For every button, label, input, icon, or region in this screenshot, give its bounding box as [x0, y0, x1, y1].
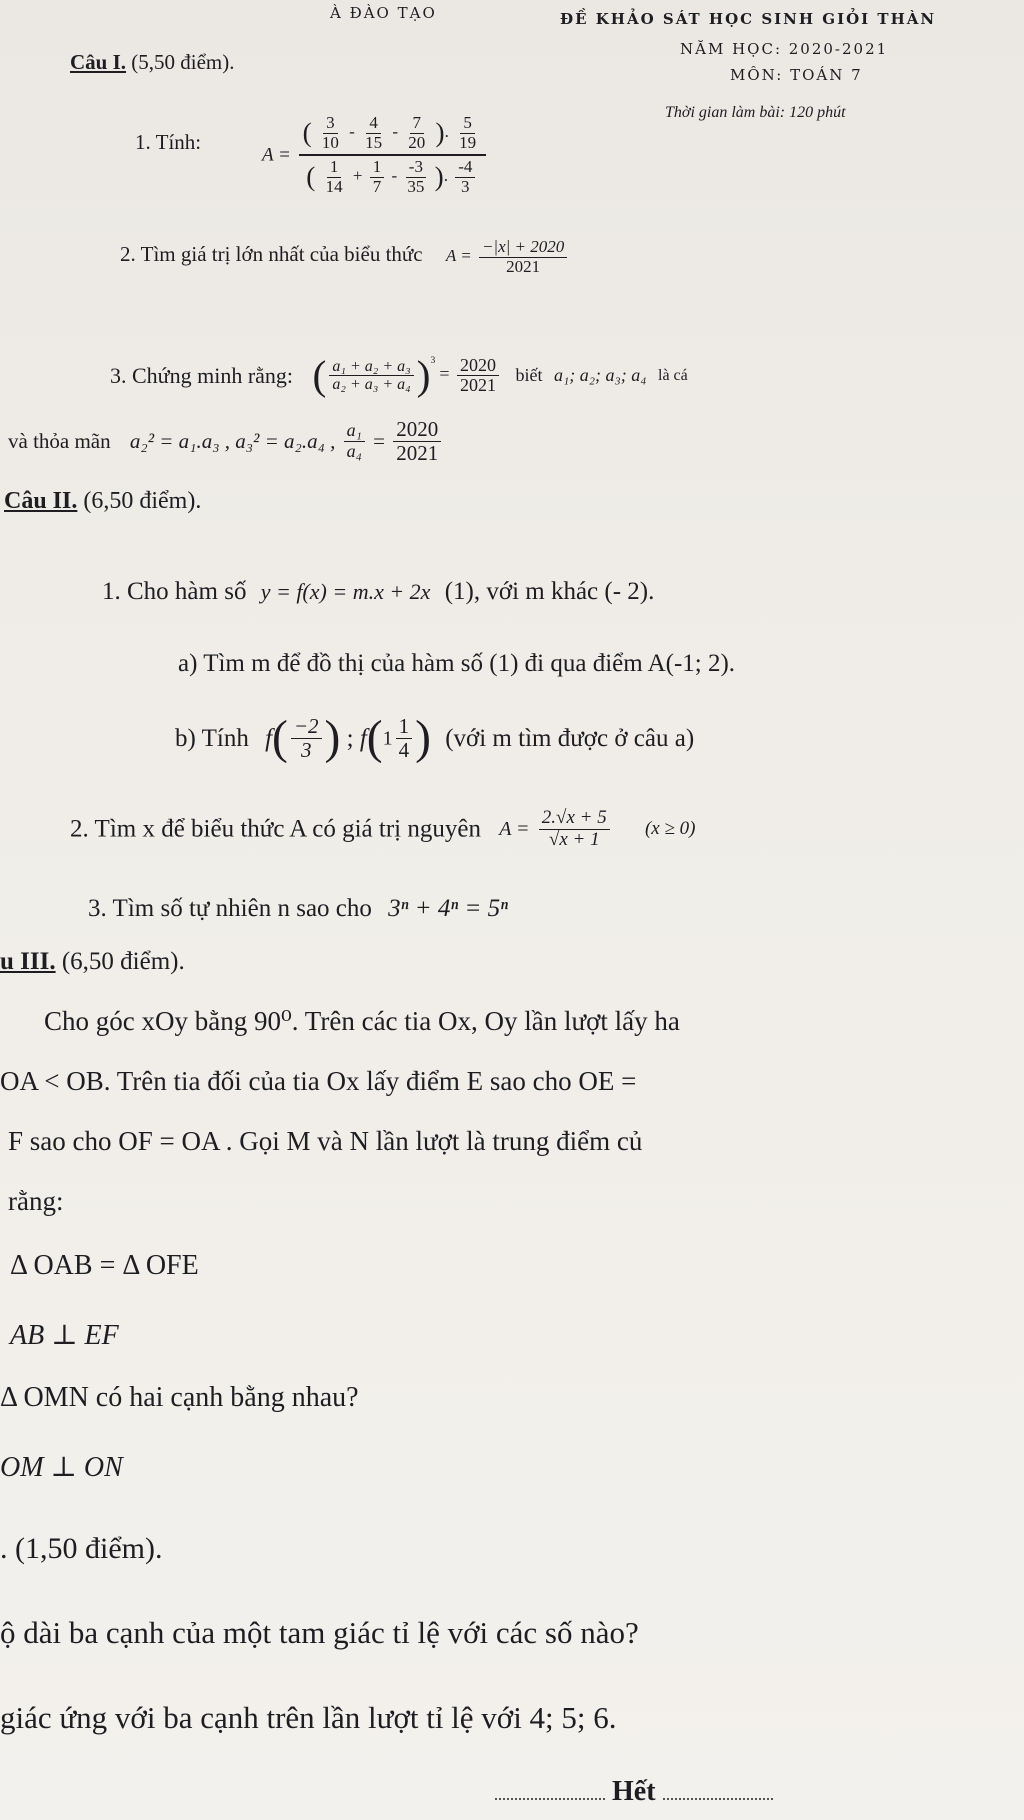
header-title: ĐỀ KHẢO SÁT HỌC SINH GIỎI THÀN	[560, 10, 937, 28]
header-time: Thời gian làm bài: 120 phút	[665, 104, 846, 121]
cau4-line2: giác ứng với ba cạnh trên lần lượt tỉ lệ với 4; 5; 6.	[0, 1700, 617, 1735]
q1-n3-den: 20	[408, 132, 426, 152]
header-year: NĂM HỌC: 2020-2021	[680, 40, 889, 58]
c2q2-num: 2.√x + 5	[539, 808, 610, 830]
q3-rhs-num: 2020	[457, 356, 499, 377]
q3-vars: a₁; a₂; a₃; a₄	[553, 365, 647, 386]
q3-cond-rhs-num: 2020	[393, 418, 441, 442]
c2qb-label: b) Tính	[175, 724, 249, 752]
cau3-line3: F sao cho OF = OA . Gọi M và N lần lượt là trung điểm củ	[8, 1126, 643, 1156]
cau2-q2	[70, 808, 696, 851]
q1-d4-num: -4	[455, 158, 475, 178]
cau3-line1: Cho góc xOy bằng 90⁰. Trên các tia Ox, Oy lần lượt lấy ha	[44, 1006, 680, 1036]
c2q2-lhs: A =	[499, 817, 530, 840]
c2qb-f2-num: 1	[396, 715, 413, 739]
cau1-points: (5,50 điểm).	[131, 50, 235, 74]
header-department: À ĐÀO TẠO	[330, 4, 437, 22]
c2q2-den: √x + 1	[548, 828, 600, 850]
q3-tail: biết	[515, 365, 543, 386]
cau4-line1: ộ dài ba cạnh của một tam giác tỉ lệ với các số nào?	[0, 1615, 639, 1650]
cau1-q1-label: 1. Tính:	[135, 130, 202, 154]
cau1-q1-expression	[262, 112, 489, 199]
q1-denominator: ( $\frac{1}{14}$ + $\frac{1}{7}$ - $\frac{-3}{35}$ ). $\frac{-4}{3}$	[302, 156, 482, 198]
q3-text: 3. Chứng minh rằng:	[110, 362, 294, 388]
q2-text: 2. Tìm giá trị lớn nhất của biểu thức	[120, 242, 423, 267]
cau2-qb: b) Tính f( $\frac{-2}{3}$ ) ; f(1 $\frac{1}{4}$ ) (với m tìm được ở câu a)	[175, 712, 695, 764]
cau3-heading: u III.	[0, 948, 56, 975]
cau3-item1: Δ OAB = Δ OFE	[10, 1250, 199, 1281]
q2-den: 2021	[506, 256, 541, 276]
q3-cond-den: a₄	[346, 441, 362, 462]
c2qb-tail: (với m tìm được ở câu a)	[445, 724, 695, 752]
q3-num: a₁ + a₂ + a₃	[329, 358, 413, 377]
q1-d1-den: 14	[325, 177, 343, 197]
q2-num: −|x| + 2020	[479, 238, 567, 258]
cau4-points: . (1,50 điểm).	[0, 1532, 163, 1565]
c2q2-text: 2. Tìm x để biểu thức A có giá trị nguyên	[70, 815, 481, 843]
q1-n4-den: 19	[459, 132, 477, 152]
q1-d4-den: 3	[461, 177, 470, 197]
cau3-item3: Δ OMN có hai cạnh bằng nhau?	[0, 1382, 359, 1413]
q1-numerator: ( $\frac{3}{10}$ - $\frac{4}{15}$ - $\frac{7}{20}$ ). $\frac{5}{19}$	[299, 112, 486, 156]
q1-d3-den: 35	[407, 177, 425, 197]
c2q1-text-a: 1. Cho hàm số	[102, 578, 247, 605]
q1-n4-num: 5	[460, 114, 475, 134]
c2qb-f2-whole: 1	[382, 727, 393, 750]
cau3-line2: OA < OB. Trên tia đối của tia Ox lấy điểm E sao cho OE =	[0, 1066, 637, 1096]
footer-dots-right	[663, 1798, 773, 1800]
cau1-heading: Câu I.	[70, 50, 127, 74]
q1-d2-den: 7	[372, 177, 382, 197]
q3-line2: và thỏa mãn	[8, 429, 111, 454]
c2q3-eq: 3ⁿ + 4ⁿ = 5ⁿ	[388, 895, 509, 922]
c2q2-cond: (x ≥ 0)	[644, 818, 696, 840]
c2q1-func: y = f(x) = m.x + 2x	[260, 579, 431, 604]
q3-cond: a₂² = a₁.a₃ , a₃² = a₂.a₄ ,	[129, 429, 336, 454]
q1-n2-num: 4	[366, 114, 381, 134]
q3-cond-num: a₁	[344, 421, 365, 442]
c2qb-f1-num: −2	[291, 715, 322, 739]
q1-n2-den: 15	[365, 132, 383, 152]
q3-exp: 3	[430, 355, 436, 366]
cau1-heading-line	[70, 50, 235, 75]
cau1-q3-condition: và thỏa mãn a₂² = a₁.a₃ , a₃² = a₂.a₄ , $\frac{\text{a₁}}{\text{a₄}}$ = $\frac{2020}{2021}$	[8, 418, 444, 465]
q1-d3-num: -3	[406, 158, 426, 178]
cau2-heading-line	[4, 488, 201, 515]
q1-n1-num: 3	[323, 114, 338, 134]
q1-d2-num: 1	[370, 158, 385, 178]
q1-lhs: A =	[262, 144, 291, 166]
header-subject: MÔN: TOÁN 7	[730, 66, 863, 84]
c2qb-f1-den: 3	[300, 738, 312, 763]
cau2-qa: a) Tìm m để đồ thị của hàm số (1) đi qua điểm A(-1; 2).	[178, 650, 736, 677]
c2qb-f2-den: 4	[398, 738, 410, 763]
q3-rhs-den: 2021	[459, 375, 496, 396]
q2-lhs: A =	[445, 246, 472, 266]
cau3-item2: AB ⊥ EF	[10, 1320, 119, 1351]
cau3-heading-line	[0, 948, 185, 976]
cau1-q2	[120, 238, 570, 276]
cau1-q3: 3. Chứng minh rằng: ( $\frac{\text{a₁ + a₂ + a₃}}{\text{a₂ + a₃ + a₄}}$ )$^3$ = $\frac{2020}{2021}$ biết a₁; a₂; a₃; a₄ là cá	[110, 352, 688, 398]
footer-dots-left	[495, 1798, 605, 1800]
q3-den: a₂ + a₃ + a₄	[332, 376, 411, 394]
q3-tail2: là cá	[658, 366, 688, 384]
cau3-points: (6,50 điểm).	[61, 948, 185, 975]
cau3-line4: rằng:	[8, 1186, 64, 1216]
c2q3-text: 3. Tìm số tự nhiên n sao cho	[88, 895, 372, 922]
footer-end-text: Hết	[612, 1776, 656, 1807]
q1-big-fraction	[299, 112, 486, 199]
c2q1-text-b: (1), với m khác (- 2).	[444, 578, 655, 605]
cau3-item4: OM ⊥ ON	[0, 1452, 123, 1483]
cau2-points: (6,50 điểm).	[83, 488, 202, 514]
q3-cond-rhs-den: 2021	[396, 441, 439, 466]
cau2-heading: Câu II.	[4, 488, 78, 514]
q1-d1-num: 1	[327, 158, 342, 178]
q1-n3-num: 7	[410, 114, 425, 134]
footer-end	[495, 1776, 773, 1808]
cau2-q1	[102, 578, 654, 606]
q1-n1-den: 10	[321, 132, 339, 152]
cau2-q3	[88, 895, 508, 923]
